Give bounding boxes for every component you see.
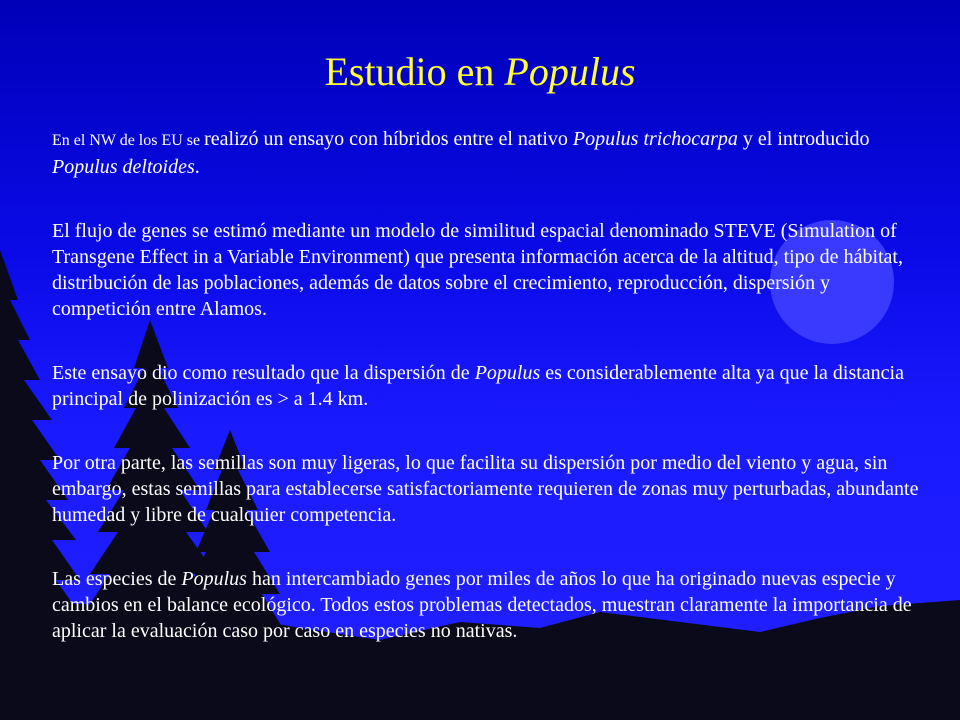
slide-body (52, 126, 927, 682)
paragraph-study-location: En el NW de los EU se realizó un ensayo con híbridos entre el nativo Populus trichocarpa y el introducido Populus deltoides. (52, 128, 870, 178)
paragraph-species-conclusion: Las especies de Populus han intercambiado genes por miles de años lo que ha originado nuevas especie y cambios en el balance ecológico. Todos estos problemas detectados, muestran claramente la importancia de aplicar la evaluación caso por caso en especies no nativas. (52, 568, 912, 642)
paragraph-gene-flow-model: El flujo de genes se estimó mediante un modelo de similitud espacial denominado STEVE (Simulation of Transgene Effect in a Variable Environment) que presenta información acerca de la altitud, tipo de hábitat, distribución de las poblaciones, además de datos sobre el crecimiento, reproducción, dispersión y competición entre Alamos. (52, 220, 903, 320)
paragraph-seed-dispersal: Por otra parte, las semillas son muy ligeras, lo que facilita su dispersión por medio del viento y agua, sin embargo, estas semillas para establecerse satisfactoriamente requieren de zonas muy perturbadas, abundante humedad y libre de cualquier competencia. (52, 452, 919, 526)
paragraph-dispersion-result: Este ensayo dio como resultado que la dispersión de Populus es considerablemente alta ya que la distancia principal de polinización es > a 1.4 km. (52, 362, 904, 410)
slide-title: Estudio en Populus (324, 49, 636, 94)
